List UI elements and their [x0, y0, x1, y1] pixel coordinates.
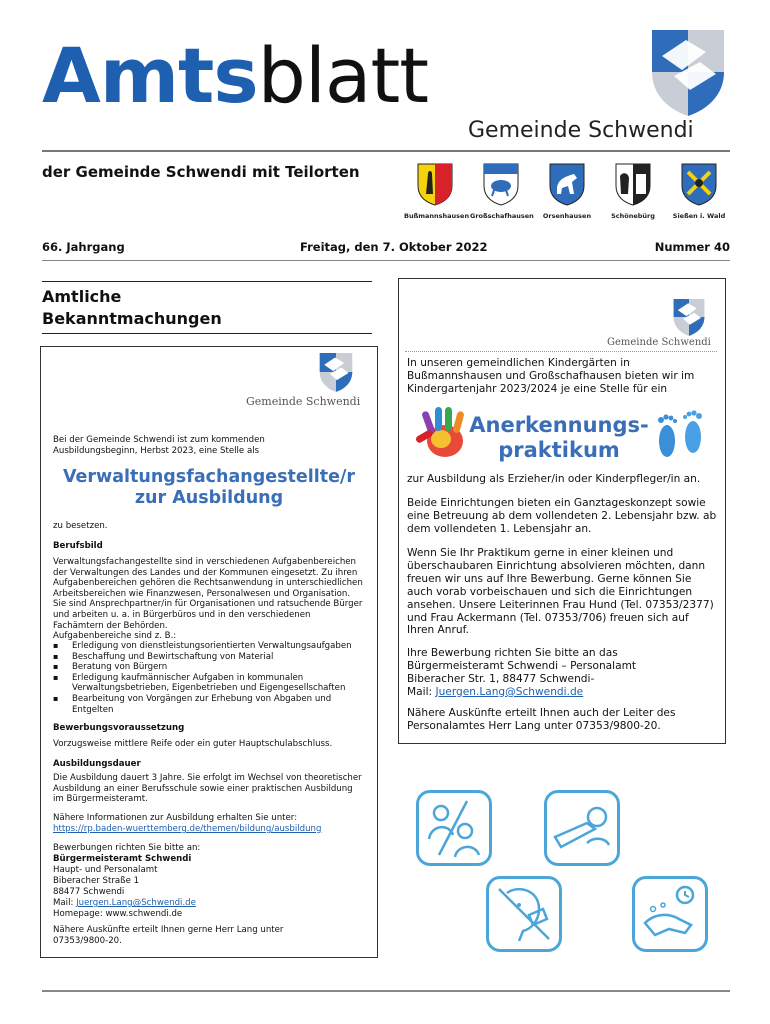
job-ad-administration	[40, 346, 378, 958]
section-rule-bottom	[42, 333, 372, 334]
coat-of-arms-row	[404, 162, 734, 224]
list-item: ▪ Beratung von Bürgern	[72, 662, 372, 673]
left-logo-text: Gemeinde Schwendi	[246, 395, 361, 408]
list-item: ▪ Bearbeitung von Vorgängen zur Erhebung von Abgaben und Entgelten	[72, 694, 372, 715]
gemeinde-schwendi-small-logo	[671, 297, 707, 337]
coa-siessen: Sießen i. Wald	[668, 162, 730, 220]
list-item: ▪ Beschaffung und Bewirtschaftung von Material	[72, 652, 372, 663]
tasks-list	[53, 641, 372, 715]
footprints-icon	[649, 405, 713, 465]
newsletter-title: Amtsblatt	[42, 31, 429, 120]
list-item: ▪ Erledigung von dienstleistungsorientierten Verwaltungsaufgaben	[72, 641, 372, 652]
duration-text: Die Ausbildung dauert 3 Jahre. Sie erfolgt im Wechsel von theoretischer Ausbildung an einer Berufsschule sowie einer praktischen Ausbildung im Bürgermeisteramt.	[53, 773, 362, 805]
coa-bussmannshausen: Bußmannshausen	[404, 162, 466, 220]
job-ad-internship	[398, 278, 726, 744]
internship-p3: Ihre Bewerbung richten Sie bitte an das Bürgermeisteramt Schwendi – Personalamt Biberacher Str. 1, 88477 Schwendi- Mail: Juergen.Lang@Schwendi.de	[407, 647, 637, 698]
internship-purpose: zur Ausbildung als Erzieher/in oder Kinderpfleger/in an.	[407, 473, 701, 485]
info-rule	[42, 260, 730, 261]
issue-date: Freitag, den 7. Oktober 2022	[300, 240, 488, 254]
more-info-link[interactable]: https://rp.baden-wuerttemberg.de/themen/bildung/ausbildung	[53, 824, 322, 834]
cough-into-elbow-icon	[544, 790, 620, 866]
more-info: Nähere Informationen zur Ausbildung erhalten Sie unter:	[53, 813, 298, 823]
requirements-text: Vorzugsweise mittlere Reife oder ein guter Hauptschulabschluss.	[53, 739, 333, 749]
orsenhausen-crest-icon	[548, 162, 586, 206]
office-dept: Haupt- und Personalamt	[53, 865, 158, 875]
gemeinde-schwendi-logo	[646, 26, 730, 118]
left-intro: Bei der Gemeinde Schwendi ist zum kommenden Ausbildungsbeginn, Herbst 2023, eine Stelle als	[53, 435, 265, 456]
issue-number: Nummer 40	[654, 240, 730, 254]
schoenebuerg-crest-icon	[614, 162, 652, 206]
footer-rule	[42, 990, 730, 992]
gemeinde-schwendi-small-logo	[317, 351, 355, 393]
section-rule-top	[42, 281, 372, 282]
left-contact: Nähere Auskünfte erteilt Ihnen gerne Herr Lang unter 07353/9800-20.	[53, 925, 284, 946]
hand-washing-icon	[632, 876, 708, 952]
right-intro: In unseren gemeindlichen Kindergärten in Bußmannshausen und Großschafhausen bieten wir im Kindergartenjahr 2023/2024 je eine Stelle für ein	[407, 357, 695, 395]
grossschafhausen-crest-icon	[482, 162, 520, 206]
coa-orsenhausen: Orsenhausen	[536, 162, 598, 220]
section-heading: Amtliche Bekanntmachungen	[42, 287, 222, 328]
to-fill: zu besetzen.	[53, 521, 108, 531]
internship-title: Anerkennungs- praktikum	[469, 413, 649, 462]
tasks-intro: Aufgabenbereiche sind z. B.:	[53, 631, 177, 641]
distance-icon	[416, 790, 492, 866]
no-face-touch-icon	[486, 876, 562, 952]
subtitle: der Gemeinde Schwendi mit Teilorten	[42, 163, 360, 181]
volume: 66. Jahrgang	[42, 240, 125, 254]
masthead-rule	[42, 150, 730, 152]
requirements-heading: Bewerbungsvoraussetzung	[53, 723, 185, 733]
right-logo-text: Gemeinde Schwendi	[607, 337, 711, 348]
office-mail: Mail: Juergen.Lang@Schwendi.de	[53, 898, 196, 908]
internship-p4: Nähere Auskünfte erteilt Ihnen auch der Leiter des Personalamtes Herr Lang unter 07353/9800-20.	[407, 707, 676, 732]
berufsbild-text: Verwaltungsfachangestellte sind in verschiedenen Aufgabenbereichen der Verwaltungen des Landes und der Kommunen eingesetzt. Zu ihren Aufgabenbereichen gehören die Rechtsanwendung in unterschiedlichen Arbeitsbereichen wie Finanzwesen, Personalwesen und Organisation. Sie sind Ansprechpartner/in für Organisationen und ratsuchende Bürger und arbeiten u. a. in Bürgerbüros und in den verschiedenen Fachämtern der Behörden.	[53, 557, 363, 631]
apply-to: Bewerbungen richten Sie bitte an:	[53, 843, 201, 853]
coa-schoenebuerg: Schönebürg	[602, 162, 664, 220]
job-title: Verwaltungsfachangestellte/r zur Ausbildung	[62, 467, 356, 508]
office-street: Biberacher Straße 1	[53, 876, 140, 886]
coa-grossschafhausen: Großschafhausen	[470, 162, 532, 220]
municipality-name: Gemeinde Schwendi	[468, 118, 694, 143]
right-logo-rule	[405, 351, 717, 352]
mail-link[interactable]: Juergen.Lang@Schwendi.de	[435, 685, 584, 698]
duration-heading: Ausbildungsdauer	[53, 759, 141, 769]
office-name: Bürgermeisteramt Schwendi	[53, 854, 192, 864]
internship-p2: Wenn Sie Ihr Praktikum gerne in einer kleinen und überschaubaren Einrichtung absolvieren möchten, dann freuen wir uns auf Ihre Bewerbung. Gerne können Sie auch vorab vorbeischauen und sich die Einrichtungen ansehen. Unsere Leiterinnen Frau Hund (Tel. 07353/2377) und Frau Ackermann (Tel. 07353/706) freuen sich auf Ihren Anruf.	[407, 547, 714, 637]
internship-p1: Beide Einrichtungen bieten ein Ganztageskonzept sowie eine Betreuung ab dem vollendeten 2. Lebensjahr bzw. ab dem vollendeten 1. Lebensjahr an.	[407, 497, 717, 535]
office-homepage: Homepage: www.schwendi.de	[53, 909, 183, 919]
mail-link[interactable]: Juergen.Lang@Schwendi.de	[76, 898, 196, 908]
office-city: 88477 Schwendi	[53, 887, 125, 897]
siessen-crest-icon	[680, 162, 718, 206]
list-item: ▪ Erledigung kaufmännischer Aufgaben in kommunalen Verwaltungsbetrieben, Eigenbetrieben und Eigengesellschaften	[72, 673, 372, 694]
bussmannshausen-crest-icon	[416, 162, 454, 206]
berufsbild-heading: Berufsbild	[53, 541, 103, 551]
